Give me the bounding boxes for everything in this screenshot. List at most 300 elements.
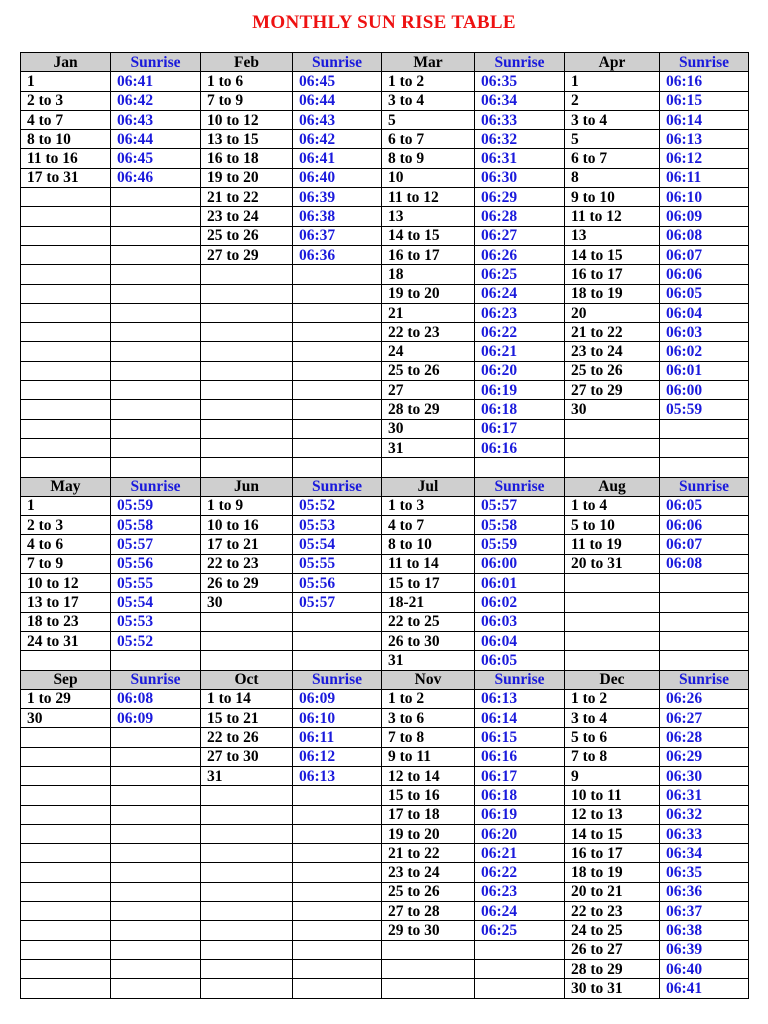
day-range-cell — [21, 188, 111, 207]
table-row — [21, 438, 749, 457]
month-header-sep: Sep — [21, 670, 111, 689]
day-range-cell: 1 to 6 — [201, 72, 293, 91]
day-range-cell — [21, 844, 111, 863]
day-range-cell: 18 — [382, 265, 475, 284]
day-range-cell: 1 to 3 — [382, 496, 475, 515]
day-range-cell — [21, 458, 111, 477]
sunrise-time-cell: 05:54 — [111, 593, 201, 612]
sunrise-time-cell: 06:26 — [660, 689, 749, 708]
day-range-cell — [21, 342, 111, 361]
day-range-cell — [21, 786, 111, 805]
day-range-cell — [21, 863, 111, 882]
sunrise-time-cell — [660, 438, 749, 457]
sunrise-time-cell — [111, 419, 201, 438]
sunrise-time-cell: 06:39 — [293, 188, 382, 207]
day-range-cell — [201, 612, 293, 631]
table-row — [21, 381, 749, 400]
day-range-cell: 5 to 6 — [565, 728, 660, 747]
sunrise-time-cell — [111, 207, 201, 226]
sunrise-time-cell: 05:58 — [475, 516, 565, 535]
day-range-cell: 18-21 — [382, 593, 475, 612]
table-row — [21, 207, 749, 226]
day-range-cell — [201, 651, 293, 670]
day-range-cell: 16 to 17 — [382, 245, 475, 264]
day-range-cell — [201, 979, 293, 998]
day-range-cell: 4 to 6 — [21, 535, 111, 554]
sunrise-time-cell: 06:30 — [475, 168, 565, 187]
sunrise-time-cell: 06:19 — [475, 381, 565, 400]
day-range-cell: 8 to 9 — [382, 149, 475, 168]
sunrise-time-cell — [660, 574, 749, 593]
day-range-cell: 12 to 13 — [565, 805, 660, 824]
sunrise-header: Sunrise — [475, 670, 565, 689]
sunrise-time-cell — [111, 651, 201, 670]
month-header-feb: Feb — [201, 53, 293, 72]
day-range-cell: 9 to 11 — [382, 747, 475, 766]
sunrise-time-cell — [660, 419, 749, 438]
day-range-cell: 23 to 24 — [201, 207, 293, 226]
day-range-cell — [201, 265, 293, 284]
day-range-cell — [565, 574, 660, 593]
day-range-cell: 9 to 10 — [565, 188, 660, 207]
day-range-cell: 19 to 20 — [201, 168, 293, 187]
sunrise-time-cell: 06:20 — [475, 361, 565, 380]
sunrise-time-cell: 06:12 — [293, 747, 382, 766]
sunrise-time-cell: 06:10 — [293, 709, 382, 728]
sunrise-time-cell: 06:05 — [660, 496, 749, 515]
day-range-cell: 18 to 23 — [21, 612, 111, 631]
day-range-cell: 27 to 29 — [565, 381, 660, 400]
sunrise-time-cell: 06:27 — [660, 709, 749, 728]
sunrise-time-cell: 06:34 — [660, 844, 749, 863]
sunrise-time-cell: 06:29 — [660, 747, 749, 766]
sunrise-time-cell: 06:41 — [660, 979, 749, 998]
day-range-cell: 30 — [382, 419, 475, 438]
day-range-cell: 13 — [565, 226, 660, 245]
sunrise-time-cell: 06:03 — [660, 323, 749, 342]
sunrise-time-cell — [293, 959, 382, 978]
sunrise-header: Sunrise — [111, 477, 201, 496]
day-range-cell: 20 to 21 — [565, 882, 660, 901]
sunrise-time-cell — [293, 612, 382, 631]
day-range-cell: 25 to 26 — [565, 361, 660, 380]
day-range-cell: 14 to 15 — [382, 226, 475, 245]
table-row — [21, 863, 749, 882]
sunrise-time-cell: 06:33 — [660, 824, 749, 843]
sunrise-time-cell: 06:21 — [475, 844, 565, 863]
sunrise-table — [20, 52, 749, 999]
sunrise-time-cell: 06:44 — [111, 130, 201, 149]
day-range-cell: 24 to 25 — [565, 921, 660, 940]
sunrise-time-cell — [111, 766, 201, 785]
sunrise-time-cell: 05:57 — [293, 593, 382, 612]
sunrise-time-cell: 05:55 — [111, 574, 201, 593]
month-header-may: May — [21, 477, 111, 496]
month-header-apr: Apr — [565, 53, 660, 72]
sunrise-time-cell: 05:56 — [111, 554, 201, 573]
sunrise-time-cell: 05:58 — [111, 516, 201, 535]
day-range-cell: 4 to 7 — [21, 110, 111, 129]
sunrise-time-cell — [293, 979, 382, 998]
day-range-cell — [382, 979, 475, 998]
table-row — [21, 458, 749, 477]
month-header-jun: Jun — [201, 477, 293, 496]
sunrise-time-cell — [111, 245, 201, 264]
sunrise-time-cell: 06:31 — [660, 786, 749, 805]
sunrise-time-cell — [111, 902, 201, 921]
table-row — [21, 91, 749, 110]
table-row — [21, 168, 749, 187]
sunrise-time-cell: 06:15 — [475, 728, 565, 747]
sunrise-time-cell — [293, 323, 382, 342]
sunrise-time-cell: 06:32 — [660, 805, 749, 824]
table-row — [21, 535, 749, 554]
sunrise-time-cell: 06:39 — [660, 940, 749, 959]
day-range-cell: 30 — [21, 709, 111, 728]
day-range-cell: 30 — [201, 593, 293, 612]
day-range-cell — [201, 303, 293, 322]
sunrise-time-cell: 06:07 — [660, 245, 749, 264]
day-range-cell: 29 to 30 — [382, 921, 475, 940]
day-range-cell — [201, 921, 293, 940]
sunrise-time-cell: 06:02 — [475, 593, 565, 612]
sunrise-time-cell: 06:11 — [293, 728, 382, 747]
day-range-cell — [21, 959, 111, 978]
sunrise-time-cell — [111, 728, 201, 747]
day-range-cell — [201, 844, 293, 863]
sunrise-header: Sunrise — [293, 670, 382, 689]
day-range-cell: 1 — [21, 496, 111, 515]
day-range-cell — [21, 323, 111, 342]
month-header-row — [21, 53, 749, 72]
sunrise-time-cell — [660, 593, 749, 612]
day-range-cell: 1 to 29 — [21, 689, 111, 708]
day-range-cell: 20 to 31 — [565, 554, 660, 573]
sunrise-time-cell: 06:42 — [293, 130, 382, 149]
sunrise-time-cell: 06:10 — [660, 188, 749, 207]
day-range-cell — [21, 651, 111, 670]
day-range-cell — [201, 323, 293, 342]
day-range-cell — [382, 959, 475, 978]
sunrise-time-cell — [111, 863, 201, 882]
day-range-cell — [21, 438, 111, 457]
table-row — [21, 979, 749, 998]
table-row — [21, 940, 749, 959]
day-range-cell: 13 to 17 — [21, 593, 111, 612]
sunrise-time-cell — [111, 323, 201, 342]
sunrise-time-cell — [293, 303, 382, 322]
table-row — [21, 265, 749, 284]
day-range-cell: 1 to 4 — [565, 496, 660, 515]
day-range-cell: 11 to 12 — [565, 207, 660, 226]
sunrise-header: Sunrise — [660, 477, 749, 496]
day-range-cell: 31 — [382, 438, 475, 457]
table-row — [21, 689, 749, 708]
sunrise-time-cell: 06:01 — [475, 574, 565, 593]
day-range-cell — [565, 458, 660, 477]
sunrise-time-cell: 05:53 — [293, 516, 382, 535]
day-range-cell — [21, 902, 111, 921]
sunrise-time-cell: 06:29 — [475, 188, 565, 207]
day-range-cell: 21 to 22 — [565, 323, 660, 342]
sunrise-time-cell — [293, 458, 382, 477]
sunrise-header: Sunrise — [293, 477, 382, 496]
sunrise-header: Sunrise — [475, 477, 565, 496]
sunrise-time-cell: 06:00 — [660, 381, 749, 400]
day-range-cell: 24 to 31 — [21, 631, 111, 650]
sunrise-time-cell — [293, 438, 382, 457]
day-range-cell: 26 to 27 — [565, 940, 660, 959]
day-range-cell — [201, 400, 293, 419]
day-range-cell: 3 to 4 — [565, 110, 660, 129]
sunrise-time-cell: 06:41 — [293, 149, 382, 168]
sunrise-time-cell: 06:05 — [475, 651, 565, 670]
day-range-cell: 22 to 23 — [382, 323, 475, 342]
sunrise-time-cell: 05:59 — [660, 400, 749, 419]
table-row — [21, 110, 749, 129]
sunrise-time-cell — [293, 342, 382, 361]
day-range-cell: 3 to 6 — [382, 709, 475, 728]
sunrise-time-cell: 06:01 — [660, 361, 749, 380]
sunrise-time-cell: 06:42 — [111, 91, 201, 110]
sunrise-time-cell — [111, 342, 201, 361]
day-range-cell: 17 to 21 — [201, 535, 293, 554]
day-range-cell — [21, 766, 111, 785]
sunrise-time-cell: 06:27 — [475, 226, 565, 245]
day-range-cell — [21, 940, 111, 959]
sunrise-time-cell — [111, 438, 201, 457]
day-range-cell — [201, 631, 293, 650]
sunrise-time-cell: 06:31 — [475, 149, 565, 168]
sunrise-time-cell: 06:11 — [660, 168, 749, 187]
sunrise-time-cell — [293, 940, 382, 959]
day-range-cell — [201, 438, 293, 457]
day-range-cell: 9 — [565, 766, 660, 785]
sunrise-time-cell — [293, 902, 382, 921]
day-range-cell — [565, 612, 660, 631]
sunrise-time-cell: 06:35 — [660, 863, 749, 882]
sunrise-header: Sunrise — [111, 53, 201, 72]
day-range-cell: 1 — [21, 72, 111, 91]
sunrise-time-cell: 05:55 — [293, 554, 382, 573]
day-range-cell — [201, 381, 293, 400]
day-range-cell: 15 to 16 — [382, 786, 475, 805]
day-range-cell — [21, 303, 111, 322]
table-row — [21, 612, 749, 631]
day-range-cell — [565, 651, 660, 670]
sunrise-time-cell: 05:59 — [475, 535, 565, 554]
sunrise-time-cell: 05:52 — [111, 631, 201, 650]
day-range-cell — [201, 342, 293, 361]
table-row — [21, 805, 749, 824]
day-range-cell: 11 to 19 — [565, 535, 660, 554]
page-title: MONTHLY SUN RISE TABLE — [252, 12, 516, 33]
month-header-aug: Aug — [565, 477, 660, 496]
sunrise-header: Sunrise — [660, 53, 749, 72]
sunrise-time-cell — [660, 651, 749, 670]
table-row — [21, 496, 749, 515]
day-range-cell: 26 to 29 — [201, 574, 293, 593]
day-range-cell: 3 to 4 — [565, 709, 660, 728]
day-range-cell — [21, 207, 111, 226]
sunrise-time-cell — [293, 419, 382, 438]
table-row — [21, 419, 749, 438]
sunrise-time-cell — [111, 882, 201, 901]
sunrise-time-cell: 06:19 — [475, 805, 565, 824]
day-range-cell: 2 to 3 — [21, 91, 111, 110]
day-range-cell: 16 to 17 — [565, 265, 660, 284]
table-row — [21, 188, 749, 207]
sunrise-time-cell — [475, 458, 565, 477]
sunrise-time-cell: 06:45 — [293, 72, 382, 91]
table-row — [21, 342, 749, 361]
sunrise-time-cell: 06:12 — [660, 149, 749, 168]
sunrise-time-cell — [475, 940, 565, 959]
day-range-cell: 18 to 19 — [565, 863, 660, 882]
sunrise-time-cell: 05:59 — [111, 496, 201, 515]
day-range-cell: 18 to 19 — [565, 284, 660, 303]
day-range-cell: 8 to 10 — [382, 535, 475, 554]
day-range-cell: 10 to 16 — [201, 516, 293, 535]
sunrise-time-cell — [475, 979, 565, 998]
sunrise-time-cell: 06:35 — [475, 72, 565, 91]
sunrise-time-cell: 06:16 — [660, 72, 749, 91]
sunrise-time-cell: 05:52 — [293, 496, 382, 515]
day-range-cell: 24 — [382, 342, 475, 361]
sunrise-time-cell: 06:13 — [660, 130, 749, 149]
sunrise-time-cell — [111, 747, 201, 766]
table-row — [21, 149, 749, 168]
sunrise-header: Sunrise — [111, 670, 201, 689]
day-range-cell — [201, 940, 293, 959]
day-range-cell — [382, 458, 475, 477]
day-range-cell: 23 to 24 — [382, 863, 475, 882]
month-header-nov: Nov — [382, 670, 475, 689]
sunrise-time-cell — [111, 786, 201, 805]
day-range-cell — [565, 631, 660, 650]
day-range-cell: 1 to 2 — [382, 689, 475, 708]
day-range-cell: 14 to 15 — [565, 245, 660, 264]
day-range-cell: 22 to 26 — [201, 728, 293, 747]
sunrise-time-cell: 06:13 — [475, 689, 565, 708]
day-range-cell: 31 — [201, 766, 293, 785]
sunrise-time-cell: 06:40 — [660, 959, 749, 978]
sunrise-time-cell: 06:07 — [660, 535, 749, 554]
sunrise-time-cell: 06:08 — [660, 226, 749, 245]
month-header-oct: Oct — [201, 670, 293, 689]
table-row — [21, 882, 749, 901]
sunrise-header: Sunrise — [660, 670, 749, 689]
sunrise-time-cell — [111, 400, 201, 419]
sunrise-header: Sunrise — [293, 53, 382, 72]
day-range-cell: 30 — [565, 400, 660, 419]
table-row — [21, 709, 749, 728]
sunrise-time-cell — [293, 882, 382, 901]
day-range-cell: 30 to 31 — [565, 979, 660, 998]
sunrise-time-cell — [111, 381, 201, 400]
sunrise-time-cell: 06:16 — [475, 747, 565, 766]
table-row — [21, 747, 749, 766]
sunrise-time-cell: 06:17 — [475, 419, 565, 438]
sunrise-time-cell — [111, 979, 201, 998]
day-range-cell: 14 to 15 — [565, 824, 660, 843]
table-row — [21, 400, 749, 419]
day-range-cell: 27 to 28 — [382, 902, 475, 921]
sunrise-time-cell: 06:26 — [475, 245, 565, 264]
sunrise-time-cell: 06:30 — [660, 766, 749, 785]
sunrise-time-cell — [293, 651, 382, 670]
table-row — [21, 921, 749, 940]
sunrise-time-cell — [111, 844, 201, 863]
day-range-cell: 28 to 29 — [565, 959, 660, 978]
day-range-cell: 13 to 15 — [201, 130, 293, 149]
sunrise-time-cell: 06:00 — [475, 554, 565, 573]
sunrise-time-cell — [111, 265, 201, 284]
sunrise-time-cell: 06:14 — [475, 709, 565, 728]
sunrise-time-cell — [293, 284, 382, 303]
day-range-cell: 13 — [382, 207, 475, 226]
month-header-jan: Jan — [21, 53, 111, 72]
sunrise-time-cell — [293, 844, 382, 863]
sunrise-time-cell — [111, 940, 201, 959]
day-range-cell: 2 — [565, 91, 660, 110]
day-range-cell: 25 to 26 — [382, 361, 475, 380]
day-range-cell: 16 to 18 — [201, 149, 293, 168]
sunrise-time-cell — [293, 863, 382, 882]
day-range-cell — [21, 419, 111, 438]
sunrise-time-cell: 06:04 — [660, 303, 749, 322]
day-range-cell — [21, 265, 111, 284]
sunrise-time-cell: 06:45 — [111, 149, 201, 168]
table-row — [21, 824, 749, 843]
sunrise-time-cell — [111, 361, 201, 380]
day-range-cell: 20 — [565, 303, 660, 322]
sunrise-time-cell: 06:24 — [475, 902, 565, 921]
day-range-cell: 1 to 14 — [201, 689, 293, 708]
day-range-cell: 7 to 9 — [201, 91, 293, 110]
day-range-cell — [21, 245, 111, 264]
sunrise-time-cell: 06:41 — [111, 72, 201, 91]
sunrise-time-cell: 06:40 — [293, 168, 382, 187]
sunrise-time-cell: 06:08 — [660, 554, 749, 573]
table-row — [21, 766, 749, 785]
day-range-cell — [201, 882, 293, 901]
sunrise-time-cell — [660, 458, 749, 477]
sunrise-time-cell — [293, 824, 382, 843]
day-range-cell: 19 to 20 — [382, 824, 475, 843]
sunrise-time-cell: 06:22 — [475, 863, 565, 882]
sunrise-time-cell: 06:08 — [111, 689, 201, 708]
sunrise-time-cell — [111, 921, 201, 940]
table-row — [21, 728, 749, 747]
sunrise-time-cell — [111, 226, 201, 245]
sunrise-time-cell: 05:54 — [293, 535, 382, 554]
day-range-cell — [21, 400, 111, 419]
day-range-cell — [21, 747, 111, 766]
table-row — [21, 651, 749, 670]
sunrise-time-cell: 06:14 — [660, 110, 749, 129]
table-row — [21, 844, 749, 863]
day-range-cell: 25 to 26 — [201, 226, 293, 245]
day-range-cell: 11 to 16 — [21, 149, 111, 168]
sunrise-time-cell: 05:53 — [111, 612, 201, 631]
month-header-row — [21, 670, 749, 689]
day-range-cell: 16 to 17 — [565, 844, 660, 863]
day-range-cell — [21, 824, 111, 843]
sunrise-time-cell: 06:32 — [475, 130, 565, 149]
sunrise-time-cell: 06:18 — [475, 786, 565, 805]
sunrise-time-cell: 06:28 — [660, 728, 749, 747]
